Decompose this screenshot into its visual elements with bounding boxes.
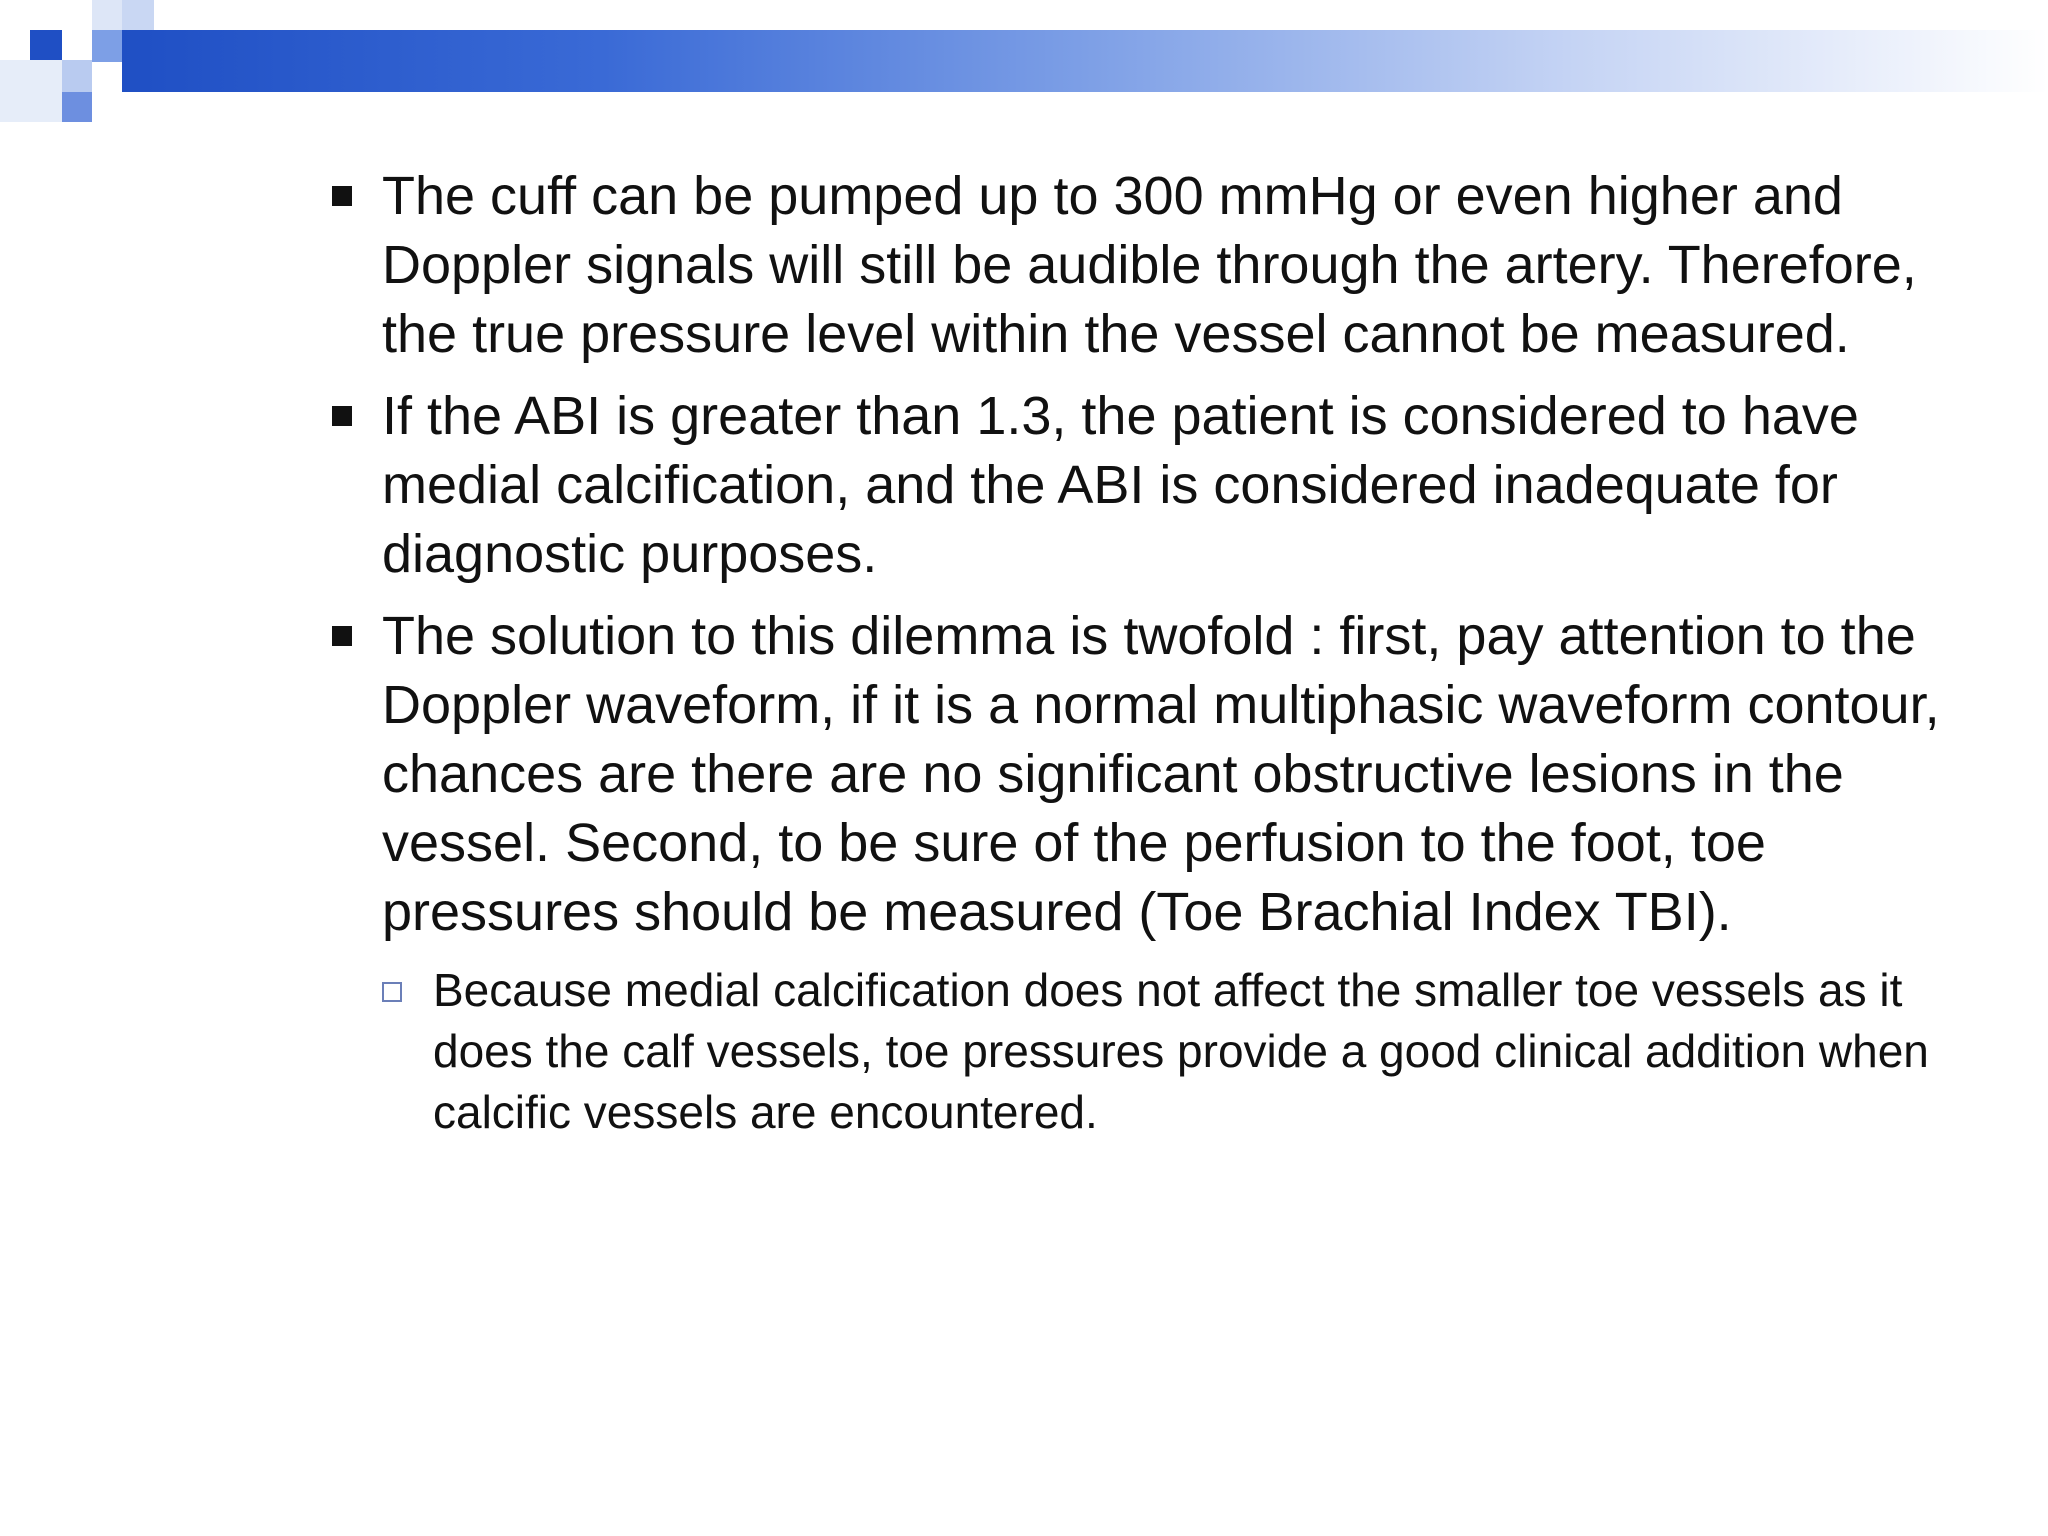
decor-square [122, 0, 154, 30]
hollow-square-bullet-icon [382, 982, 402, 1002]
bullet-item [330, 162, 1970, 369]
decor-square [62, 60, 92, 92]
decor-square [0, 60, 62, 122]
bullet-item [330, 382, 1970, 589]
bullet-text: If the ABI is greater than 1.3, the patient is considered to have medial calcification, and the ABI is considered inadequate for diagnostic purposes. [382, 386, 1859, 584]
sub-bullet-item [330, 960, 1970, 1143]
bullet-text: The cuff can be pumped up to 300 mmHg or even higher and Doppler signals will still be audible through the artery. Therefore, the true pressure level within the vessel cannot be measured. [382, 166, 1917, 364]
header-gradient-band [122, 30, 2048, 92]
square-bullet-icon [332, 406, 352, 426]
sub-bullet-list [330, 960, 1970, 1143]
bullet-text: The solution to this dilemma is twofold : first, pay attention to the Doppler waveform, if it is a normal multiphasic waveform contour, chances are there are no significant obstructive lesions in the vessel. Second, to be sure of the perfusion to the foot, toe pressures should be measured (Toe Brachial Index TBI). [382, 606, 1940, 942]
decor-square [92, 30, 122, 62]
decor-square [0, 0, 30, 30]
square-bullet-icon [332, 626, 352, 646]
square-bullet-icon [332, 186, 352, 206]
bullet-list [330, 162, 1970, 947]
sub-bullet-text: Because medial calcification does not affect the smaller toe vessels as it does the calf vessels, toe pressures provide a good clinical addition when calcific vessels are encountered. [433, 964, 1929, 1138]
slide-body [330, 162, 1970, 1143]
decor-square [30, 30, 62, 60]
decor-square [62, 92, 92, 122]
bullet-item [330, 602, 1970, 947]
